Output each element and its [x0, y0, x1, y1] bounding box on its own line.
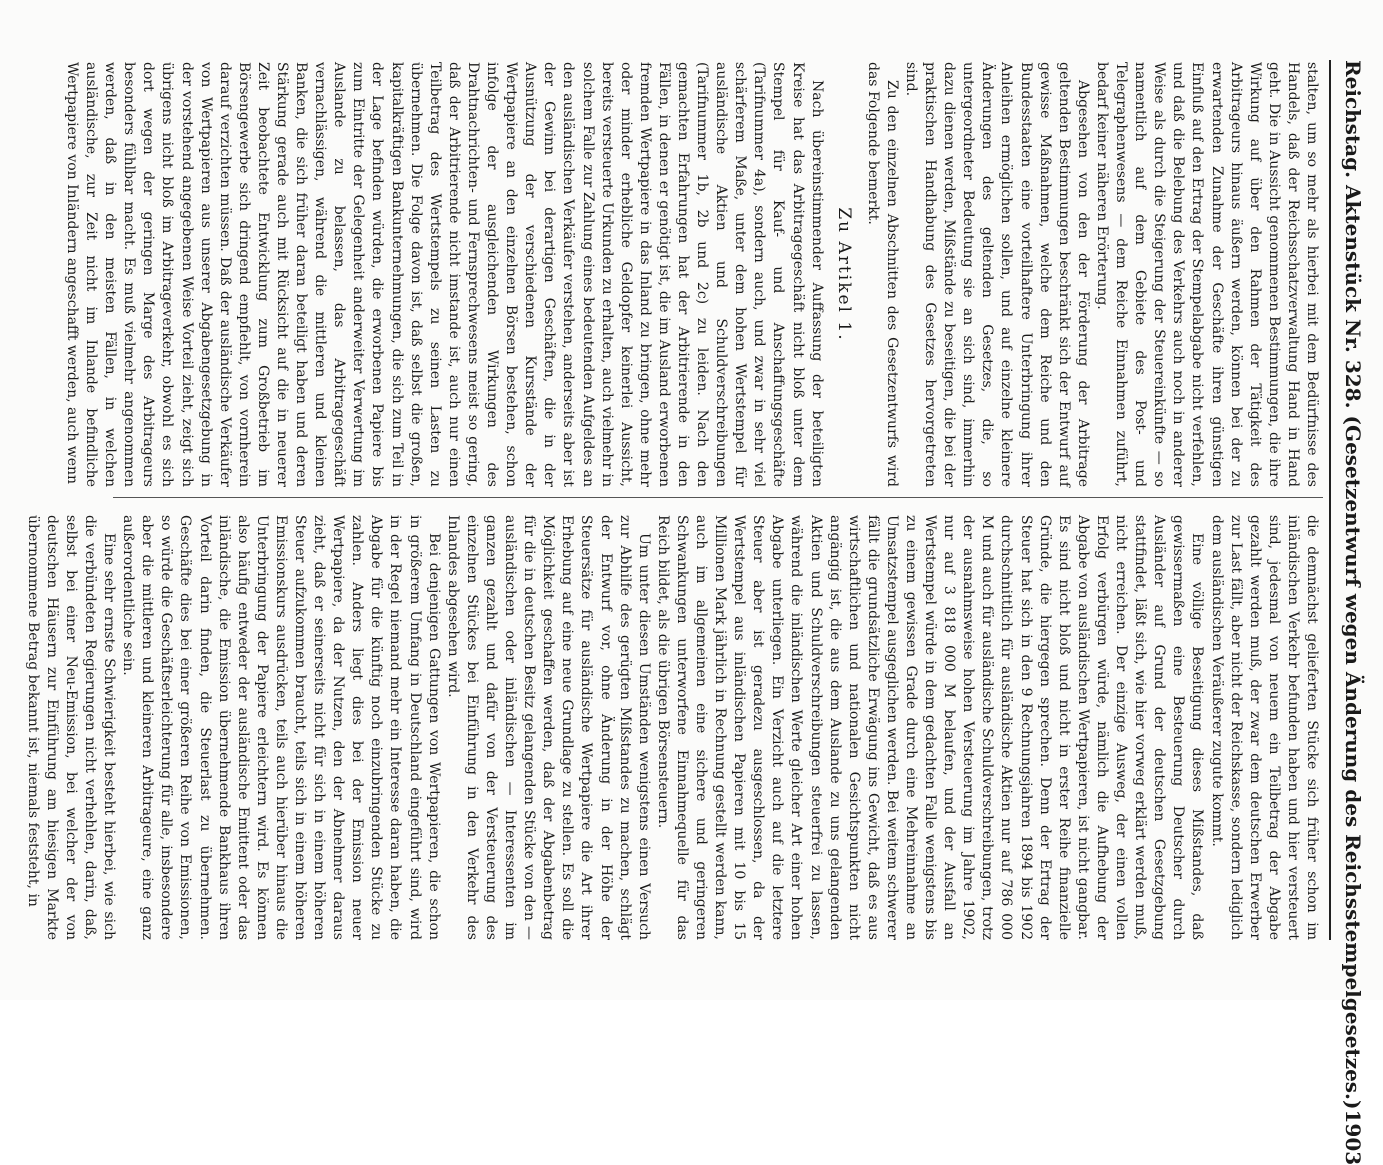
header-rule — [1329, 60, 1331, 940]
column-divider — [113, 497, 1323, 498]
right-column — [24, 515, 1321, 940]
section-heading: Zu Artikel 1. — [833, 207, 854, 342]
paragraph: die demnächst gelieferten Stücke sich früher schon im inländischen Verkehr befunden haben und hier versteuert sind, jedesmal von neuem ein Teilbetrag der Abgabe gezahlt werden muß, der zwar dem deutschen Erwerber zur Last fällt, aber nicht der Reichskasse, sondern lediglich dem ausländischen Veräußerer zugute kommt. — [1208, 515, 1320, 940]
running-header — [1333, 60, 1373, 1165]
paragraph: Abgesehen von den der Förderung der Arbitrage geltenden Bestimmungen beschränkt sich der Entwurf auf gewisse Maßnahmen, welche dem Reiche und den Bundesstaaten eine vorteilhaftere Unterbringung ihrer Anleihen ermöglichen sollen, und auf einzelne kleinere Änderungen des geltenden Gesetzes, die, so untergeordneter Bedeutung sie an sich sind, immerhin dazu dienen werden, Mißstände zu beseitigen, die bei der praktischen Handhabung des Gesetzes hervorgetreten sind. — [903, 62, 1091, 487]
paragraph: Eine völlige Beseitigung dieses Mißstandes, daß gewissermaßen eine Besteuerung Deutscher durch Ausländer auf Grund der deutschen Gesetzgebung stattfindet, läßt sich, wie hier vorweg erklärt werden muß, nicht erreichen. Der einzige Ausweg, der einen vollen Erfolg verbürgen würde, nämlich die Aufhebung der Abgabe von ausländischen Wertpapieren, ist nicht gangbar. Es sind nicht bloß und nicht in erster Reihe finanzielle Gründe, die hiergegen sprechen. Denn der Ertrag der Steuer hat sich in den 9 Rechnungsjahren 1894 bis 1902 durchschnittlich für ausländische Aktien nur auf 786 000 M und auch für ausländische Schuldverschreibungen, trotz der ausnahmsweise hohen Versteuerung im Jahre 1902, nur auf 3 818 000 M belaufen, und der Ausfall an Wertstempel würde in dem gedachten Falle wenigstens bis zu einem gewissen Grade durch eine Mehreinnahme an Umsatzstempel ausgeglichen werden. Bei weitem schwerer fällt die grundsätzliche Erwägung ins Gewicht, daß es aus wirtschaftlichen und nationalen Gesichtspunkten nicht angängig ist, die aus dem Auslande zu uns gelangenden Aktien und Schuldverschreibungen steuerfrei zu lassen, während die inländischen Werte gleicher Art einer hohen Abgabe unterliegen. Ein Verzicht auch auf die letztere Steuer aber ist geradezu ausgeschlossen, da der Wertstempel aus inländischen Papieren mit 10 bis 15 Millionen Mark jährlich in Rechnung gestellt werden kann, auch im allgemeinen eine sichere und geringeren Schwankungen unterworfene Einnahmequelle für das Reich bildet, als die übrigen Börsensteuern. — [654, 515, 1206, 940]
left-column — [64, 62, 1321, 487]
paragraph: stalten, um so mehr als hierbei mit dem Bedürfnisse des Handels, daß der Reichsschatzverwaltung Hand in Hand geht. Die in Aussicht genommenen Bestimmungen, die ihre Wirkung auf über den Rahmen der Tätigkeit des Arbitrageurs hinaus äußern werden, können bei der zu erwartenden Zunahme der Geschäfte ihren günstigen Einfluß auf den Ertrag der Stempelabgabe nicht verfehlen, und daß die Belebung des Verkehrs auch noch in anderer Weise als durch die Steigerung der Steuereinkünfte — so namentlich auf dem Gebiete des Post- und Telegraphenwesens — dem Reiche Einnahmen zuführt, bedarf keiner näheren Erörterung. — [1093, 62, 1320, 487]
paragraph: Zu den einzelnen Abschnitten des Gesetzentwurfs wird das Folgende bemerkt. — [864, 62, 900, 487]
paragraph: Bei denjenigen Gattungen von Wertpapieren, die schon in größerem Umfang in Deutschland eingeführt sind, wird in der Regel niemand mehr ein Interesse daran haben, die Abgabe für die künftig noch einzubringenden Stücke zu zahlen. Anders liegt dies bei der Emission neuer Wertpapiere, da der Nutzen, den der Abnehmer daraus zieht, daß er seinerseits nicht für sich in einem höheren Steuer aufzukommen braucht, teils sich in einem höheren Emissionskurs ausdrücken, teils auch hierüber hinaus die Unterbringung der Papiere erleichtern wird. Es können also häufig entweder der ausländische Emittent oder das inländische, die Emission übernehmende Bankhaus ihren Vorteil darin finden, die Steuerlast zu übernehmen. Geschäfte dies bei einer größeren Reihe von Emissionen, so würde die Geschäftserleichterung für alle, insbesondere aber die mittleren und kleineren Arbitrageure, eine ganz außerordentliche sein. — [120, 515, 442, 940]
page-number: 1903 — [1341, 1109, 1365, 1165]
paragraph: Eine sehr ernste Schwierigkeit besteht hierbei, wie sich die verbündeten Regierungen nicht verhehlen, darin, daß, selbst bei einer Neu-Emission, bei welcher der von deutschen Häusern zur Einführung am hiesigen Markte übernommene Betrag bekannt ist, niemals feststeht, in — [24, 515, 118, 940]
running-title: Reichstag. Aktenstück Nr. 328. (Gesetzentwurf wegen Änderung des Reichsstempelgesetzes.) — [1341, 60, 1365, 1110]
paragraph: Um unter diesen Umständen wenigstens einen Versuch zur Abhilfe des gerügten Mißstandes zu machen, schlägt der Entwurf vor, ohne Änderung in der Höhe der Steuersätze für ausländische Wertpapiere die Art ihrer Erhebung auf eine neue Grundlage zu stellen. Es soll die Möglichkeit geschaffen werden, daß der Abgabenbetrag für die in deutschen Besitz gelangenden Stücke von den — ausländischen oder inländischen — Interessenten im ganzen gezahlt und dafür von der Versteuerung des einzelnen Stückes bei Einführung in den Verkehr des Inlandes abgesehen wird. — [444, 515, 652, 940]
paragraph: Nach übereinstimmender Auffassung der beteiligten Kreise hat das Arbitragegeschäft nicht bloß unter dem Stempel für Kauf- und Anschaffungsgeschäfte (Tarifnummer 4a), sondern auch, und zwar in sehr viel schärferem Maße, unter dem hohen Wertstempel für ausländische Aktien und Schuldverschreibungen (Tarifnummer 1b, 2b und 2c) zu leiden. Nach den gemachten Erfahrungen hat der Arbitrierende in den Fällen, in denen er genötigt ist, die im Ausland erworbenen fremden Wertpapiere in das Inland zu bringen, ohne mehr oder minder erhebliche Geldopfer keinerlei Aussicht, bereits versteuerte Urkunden zu erhalten, auch vielmehr in solchem Falle zur Zahlung eines bedeutenden Aufgeldes an den ausländischen Verkäufer verstehen, anderseits aber ist der Gewinn bei derartigen Geschäften, die in der Ausnützung der verschiedenen Kursstände der Wertpapiere an den einzelnen Börsen bestehen, schon infolge der ausgleichenden Wirkungen des Drahtnachrichten- und Fernsprechwesens meist so gering, daß der Arbitrierende nicht imstande ist, auch nur einen Teilbetrag des Wertstempels zu seinen Lasten zu übernehmen. Die Folge davon ist, daß selbst die großen, kapitalkräftigen Bankunternehmungen, die sich zum Teil in der Lage befinden würden, die erworbenen Papiere bis zum Eintritte der Gelegenheit anderweiter Verwertung im Auslande zu belassen, das Arbitragegeschäft vernachlässigen, während die mittleren und kleinen Banken, die sich früher daran beteiligt haben und deren Stärkung gerade auch mit Rücksicht auf die in neuerer Zeit beobachtete Entwicklung zum Großbetrieb im Börsengewerbe sich dringend empfiehlt, von vornherein darauf verzichten müssen. Daß der ausländische Verkäufer von Wertpapieren aus unserer Abgabengesetzgebung in der vorstehend angegebenen Weise Vorteil zieht, zeigt sich übrigens nicht bloß im Arbitrageverkehr, obwohl es sich dort wegen der geringen Marge des Arbitrageurs besonders fühlbar macht. Es muß vielmehr angenommen werden, daß in den meisten Fällen, in welchen ausländische, zur Zeit nicht im Inlande befindliche Wertpapiere von Inländern angeschafft werden, auch wenn — [64, 62, 825, 487]
